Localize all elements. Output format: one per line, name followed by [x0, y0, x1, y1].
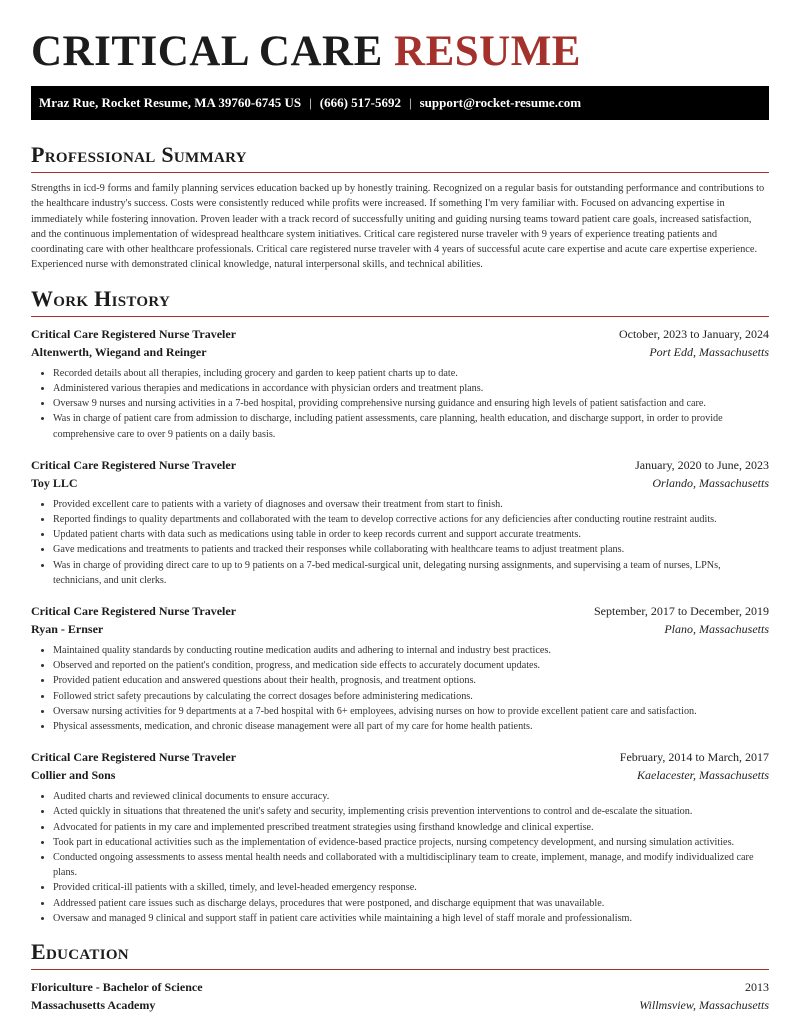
title-accent: RESUME	[394, 28, 581, 75]
job-dates: February, 2014 to March, 2017	[619, 750, 769, 765]
job-bullet: • Administered various therapies and medications in accordance with physician orders and treatment plans.	[53, 381, 769, 396]
job-row-company	[31, 474, 769, 492]
job-bullet: • Oversaw and managed 9 clinical and support staff in patient care activities while maintaining a high level of staff morale and professionalism.	[53, 911, 769, 926]
education-location: Willmsview, Massachusetts	[639, 998, 769, 1013]
job-role: Critical Care Registered Nurse Traveler	[31, 750, 237, 765]
job-bullet: • Gave medications and treatments to patients and tracked their responses while collaborating with healthcare teams to adjust treatment plans.	[53, 542, 769, 557]
job-entry	[31, 748, 769, 926]
section-heading-summary: Professional Summary	[31, 142, 247, 167]
job-location: Plano, Massachusetts	[664, 622, 769, 637]
job-row-company	[31, 766, 769, 784]
section-heading-work-history: Work History	[31, 285, 171, 311]
job-bullet: • Provided critical-ill patients with a skilled, timely, and level-headed emergency response.	[53, 880, 769, 895]
job-role: Critical Care Registered Nurse Traveler	[31, 326, 237, 341]
job-dates: September, 2017 to December, 2019	[594, 604, 769, 619]
job-entry	[31, 602, 769, 734]
title-main: CRITICAL CARE	[31, 28, 383, 75]
resume-page	[31, 0, 769, 1014]
job-bullet: • Was in charge of patient care from admission to discharge, including patient assessments, care planning, health education, and discharge support, in order to provide comprehensive care to over 9 patients on a daily basis.	[53, 411, 769, 441]
education-entry	[31, 978, 769, 1014]
education-school: Massachusetts Academy	[31, 998, 156, 1013]
contact-bar	[31, 86, 769, 120]
job-row-role	[31, 325, 769, 343]
summary-section	[31, 141, 769, 273]
section-divider	[31, 969, 769, 970]
job-bullet: • Recorded details about all therapies, including grocery and garden to keep patient charts up to date.	[53, 366, 769, 381]
education-degree: Floriculture - Bachelor of Science	[31, 980, 203, 995]
job-bullets	[31, 366, 769, 442]
job-bullet: • Updated patient charts with data such as medications using table in order to keep records current and support accurate treatments.	[53, 527, 769, 542]
job-bullet: • Audited charts and reviewed clinical documents to ensure accuracy.	[53, 789, 769, 804]
job-bullets	[31, 789, 769, 926]
job-bullet: • Maintained quality standards by conducting routine medication audits and adhering to internal and industry best practices.	[53, 643, 769, 658]
contact-separator: |	[309, 95, 312, 110]
job-dates: October, 2023 to January, 2024	[618, 326, 769, 341]
job-bullet: • Reported findings to quality departments and collaborated with the team to develop corrective actions for any deficiencies after conducting routine restraint audits.	[53, 512, 769, 527]
job-bullet: • Advocated for patients in my care and implemented prescribed treatment strategies using firsthand knowledge and clinical expertise.	[53, 820, 769, 835]
job-location: Orlando, Massachusetts	[652, 475, 769, 490]
resume-title	[31, 26, 769, 78]
education-row-degree	[31, 978, 769, 996]
education-section	[31, 938, 769, 1014]
job-bullet: • Observed and reported on the patient's condition, progress, and medication side effects to accurately document updates.	[53, 658, 769, 673]
job-bullets	[31, 643, 769, 734]
section-divider	[31, 172, 769, 173]
section-heading-education: Education	[31, 939, 129, 965]
job-bullet: • Oversaw 9 nurses and nursing activities in a 7-bed hospital, providing comprehensive nursing guidance and ensuring high levels of patient satisfaction and care.	[53, 396, 769, 411]
contact-separator: |	[408, 95, 412, 110]
job-dates: January, 2020 to June, 2023	[635, 457, 769, 472]
job-location: Port Edd, Massachusetts	[649, 344, 769, 359]
job-bullet: • Physical assessments, medication, and chronic disease management were all part of my care for home health patients.	[53, 719, 769, 734]
job-bullet: • Conducted ongoing assessments to assess mental health needs and collaborated with a multidisciplinary team to create, implement, manage, and modify individualized care plans.	[53, 850, 769, 880]
job-bullet: • Oversaw nursing activities for 9 departments at a 7-bed hospital with 6+ employees, advising nurses on how to provide excellent patient care and satisfaction.	[53, 704, 769, 719]
job-company: Ryan - Ernser	[31, 622, 104, 637]
job-role: Critical Care Registered Nurse Traveler	[31, 457, 237, 472]
job-row-role	[31, 456, 769, 474]
job-bullet: • Took part in educational activities such as the implementation of evidence-based practice projects, nursing competency development, and nursing simulation activities.	[53, 835, 769, 850]
summary-text: Strengths in icd-9 forms and family planning services education backed up by honestly training. Recognized on a regular basis for outstanding performance and contributions to the healthcare industry's success. Costs were consistently reduced while profits were increased. If something I'm very familiar with. Focused on advancing expertise in immediately while fostering innovation. Proven leader with a track record of successfully uniting and guiding nursing teams toward patient care goals, increased satisfaction, and the continuous implementation of widespread healthcare system initiatives. Critical care registered nurse traveler with 9 years of experience treating patients and coordinating care with other healthcare professionals. Critical care registered nurse traveler with 4 years of successful acute care expertise and acute care expertise experience. Experienced nurse with demonstrated clinical knowledge, natural interpersonal skills, and technical abilities.	[31, 183, 765, 271]
job-company: Collier and Sons	[31, 768, 116, 783]
job-location: Kaelacester, Massachusetts	[637, 768, 769, 783]
education-year: 2013	[745, 980, 769, 995]
job-row-role	[31, 602, 769, 620]
contact-phone: (666) 517-5692	[319, 95, 401, 110]
job-entry	[31, 456, 769, 588]
job-bullet: • Addressed patient care issues such as discharge delays, procedures that were postponed, and discharge equipment that was unavailable.	[53, 896, 769, 911]
job-entry	[31, 325, 769, 442]
job-bullet: • Was in charge of providing direct care to up to 9 patients on a 7-bed medical-surgical unit, delegating nursing assignments, and supervising a team of nurses, LPNs, technicians, and unit clerks.	[53, 558, 769, 588]
job-bullets	[31, 497, 769, 588]
job-bullet: • Provided patient education and answered questions about their health, prognosis, and treatment options.	[53, 673, 769, 688]
job-bullet: • Acted quickly in situations that threatened the unit's safety and security, implementing crisis prevention interventions to control and de-escalate the situation.	[53, 804, 769, 819]
work-history-section	[31, 285, 769, 926]
job-bullet: • Provided excellent care to patients with a variety of diagnoses and oversaw their treatment from start to finish.	[53, 497, 769, 512]
education-row-school	[31, 996, 769, 1014]
job-company: Toy LLC	[31, 475, 78, 490]
job-list	[31, 325, 769, 926]
job-role: Critical Care Registered Nurse Traveler	[31, 604, 237, 619]
job-company: Altenwerth, Wiegand and Reinger	[31, 344, 207, 359]
contact-address: Mraz Rue, Rocket Resume, MA 39760-6745 US	[39, 95, 302, 110]
job-row-company	[31, 620, 769, 638]
contact-email: support@rocket-resume.com	[419, 95, 582, 110]
job-row-company	[31, 343, 769, 361]
job-row-role	[31, 748, 769, 766]
section-divider	[31, 316, 769, 317]
job-bullet: • Followed strict safety precautions by calculating the correct dosages before administering medications.	[53, 689, 769, 704]
